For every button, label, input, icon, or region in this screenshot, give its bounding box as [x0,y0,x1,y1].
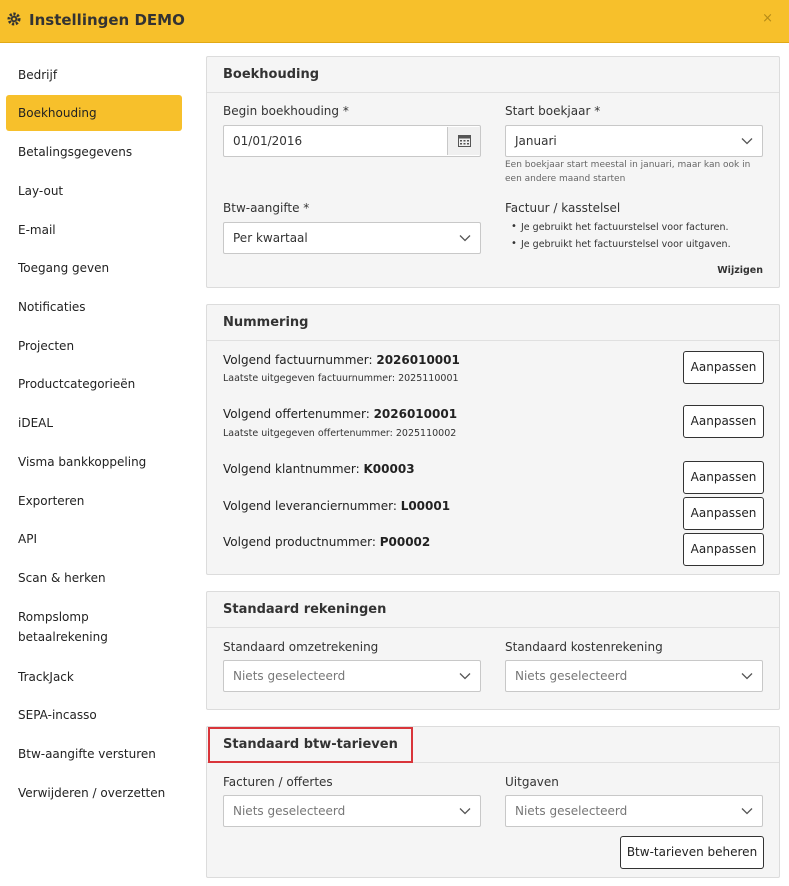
offertenummer-label: Volgend offertenummer: [223,407,374,421]
factuur-kasstelsel-label: Factuur / kasstelsel [505,201,621,215]
nummering-panel [206,304,780,575]
panel-header [207,305,779,341]
leveranciernummer-label: Volgend leveranciernummer: [223,499,401,513]
klantnummer-row [223,462,415,476]
start-boekjaar-hint-line2: een andere maand starten [505,174,626,184]
offertenummer-last-issued: Laatste uitgegeven offertenummer: 2025110002 [223,428,457,439]
btw-tarieven-beheren-button[interactable]: Btw-tarieven beheren [620,836,764,869]
offertenummer-value: 2026010001 [373,407,458,421]
klantnummer-value: K00003 [363,462,415,476]
wijzigen-link[interactable]: Wijzigen [717,265,763,276]
sidebar-item-scan-herken[interactable]: Scan & herken [18,571,106,585]
factuurstelsel-uitgaven-text: • Je gebruikt het factuurstelsel voor uitgaven. [521,239,731,250]
chevron-down-icon [741,805,753,817]
sidebar-item-e-mail[interactable]: E-mail [18,223,56,237]
omzetrekening-label: Standaard omzetrekening [223,640,379,654]
chevron-down-icon [459,232,471,244]
productnummer-row [223,535,430,549]
sidebar-item-btw-aangifte-versturen[interactable]: Btw-aangifte versturen [18,747,156,761]
begin-boekhouding-input[interactable] [223,125,481,157]
chevron-down-icon [741,670,753,682]
sidebar-item-ideal[interactable]: iDEAL [18,416,54,430]
sidebar-item-boekhouding[interactable]: Boekhouding [6,95,182,131]
offertenummer-aanpassen-button[interactable]: Aanpassen [683,405,764,438]
omzetrekening-select[interactable] [223,660,481,692]
facturen-offertes-value: Niets geselecteerd [233,804,346,818]
factuurnummer-aanpassen-button[interactable]: Aanpassen [683,351,764,384]
calendar-button[interactable] [447,127,480,155]
calendar-icon [458,134,471,147]
factuurnummer-label: Volgend factuurnummer: [223,353,377,367]
klantnummer-label: Volgend klantnummer: [223,462,364,476]
uitgaven-value: Niets geselecteerd [515,804,628,818]
highlight-box [208,727,413,763]
begin-boekhouding-label: Begin boekhouding * [223,104,349,118]
boekhouding-title: Boekhouding [223,67,320,82]
start-boekjaar-select[interactable] [505,125,763,157]
factuurnummer-value: 2026010001 [376,353,460,367]
factuurnummer-last-issued: Laatste uitgegeven factuurnummer: 2025110001 [223,373,459,384]
panel-header [207,57,779,93]
sidebar-item-betalingsgegevens[interactable]: Betalingsgegevens [18,145,133,159]
start-boekjaar-label: Start boekjaar * [505,104,601,118]
sidebar-item-productcategorieen[interactable]: Productcategorieën [18,377,136,391]
title-bar [0,0,789,43]
sidebar-item-lay-out[interactable]: Lay-out [18,184,64,198]
kostenrekening-value: Niets geselecteerd [515,669,628,683]
sidebar-item-api[interactable]: API [18,532,37,546]
klantnummer-aanpassen-button[interactable]: Aanpassen [683,461,764,494]
chevron-down-icon [741,135,753,147]
leveranciernummer-value: L00001 [400,499,451,513]
chevron-down-icon [459,670,471,682]
leveranciernummer-aanpassen-button[interactable]: Aanpassen [683,497,764,530]
sidebar-item-exporteren[interactable]: Exporteren [18,494,85,508]
gear-icon [6,11,22,27]
sidebar-item-projecten[interactable]: Projecten [18,339,75,353]
kostenrekening-label: Standaard kostenrekening [505,640,663,654]
start-boekjaar-hint-line1: Een boekjaar start meestal in januari, maar kan ook in [505,160,751,170]
productnummer-value: P00002 [379,535,431,549]
start-boekjaar-value: Januari [515,134,557,148]
sidebar-item-betaalrekening[interactable]: betaalrekening [18,630,108,644]
factuurnummer-row [223,353,460,367]
window-title: Instellingen DEMO [29,11,185,29]
sidebar-item-notificaties[interactable]: Notificaties [18,300,86,314]
leveranciernummer-row [223,499,450,513]
uitgaven-label: Uitgaven [505,775,559,789]
kostenrekening-select[interactable] [505,660,763,692]
factuurstelsel-facturen-text: • Je gebruikt het factuurstelsel voor facturen. [521,222,729,233]
facturen-offertes-select[interactable] [223,795,481,827]
rekeningen-panel [206,591,780,710]
sidebar-item-toegang-geven[interactable]: Toegang geven [18,261,110,275]
btw-aangifte-select[interactable] [223,222,481,254]
omzetrekening-value: Niets geselecteerd [233,669,346,683]
begin-boekhouding-value: 01/01/2016 [233,134,303,148]
boekhouding-panel [206,56,780,288]
facturen-offertes-label: Facturen / offertes [223,775,333,789]
panel-header [207,592,779,628]
btw-aangifte-value: Per kwartaal [233,231,308,245]
sidebar-item-bedrijf[interactable]: Bedrijf [18,68,58,82]
sidebar-item-verwijderen-overzetten[interactable]: Verwijderen / overzetten [18,786,166,800]
uitgaven-select[interactable] [505,795,763,827]
sidebar-item-rompslomp[interactable]: Rompslomp [18,610,89,624]
productnummer-label: Volgend productnummer: [223,535,380,549]
chevron-down-icon [459,805,471,817]
rekeningen-title: Standaard rekeningen [223,602,387,617]
sidebar-item-visma-bankkoppeling[interactable]: Visma bankkoppeling [18,455,147,469]
offertenummer-row [223,407,457,421]
btw-aangifte-label: Btw-aangifte * [223,201,310,215]
btw-tarieven-title: Standaard btw-tarieven [223,737,398,752]
sidebar-item-sepa-incasso[interactable]: SEPA-incasso [18,708,97,722]
nummering-title: Nummering [223,315,309,330]
close-icon[interactable]: × [762,11,773,26]
sidebar-item-trackjack[interactable]: TrackJack [18,670,74,684]
productnummer-aanpassen-button[interactable]: Aanpassen [683,533,764,566]
